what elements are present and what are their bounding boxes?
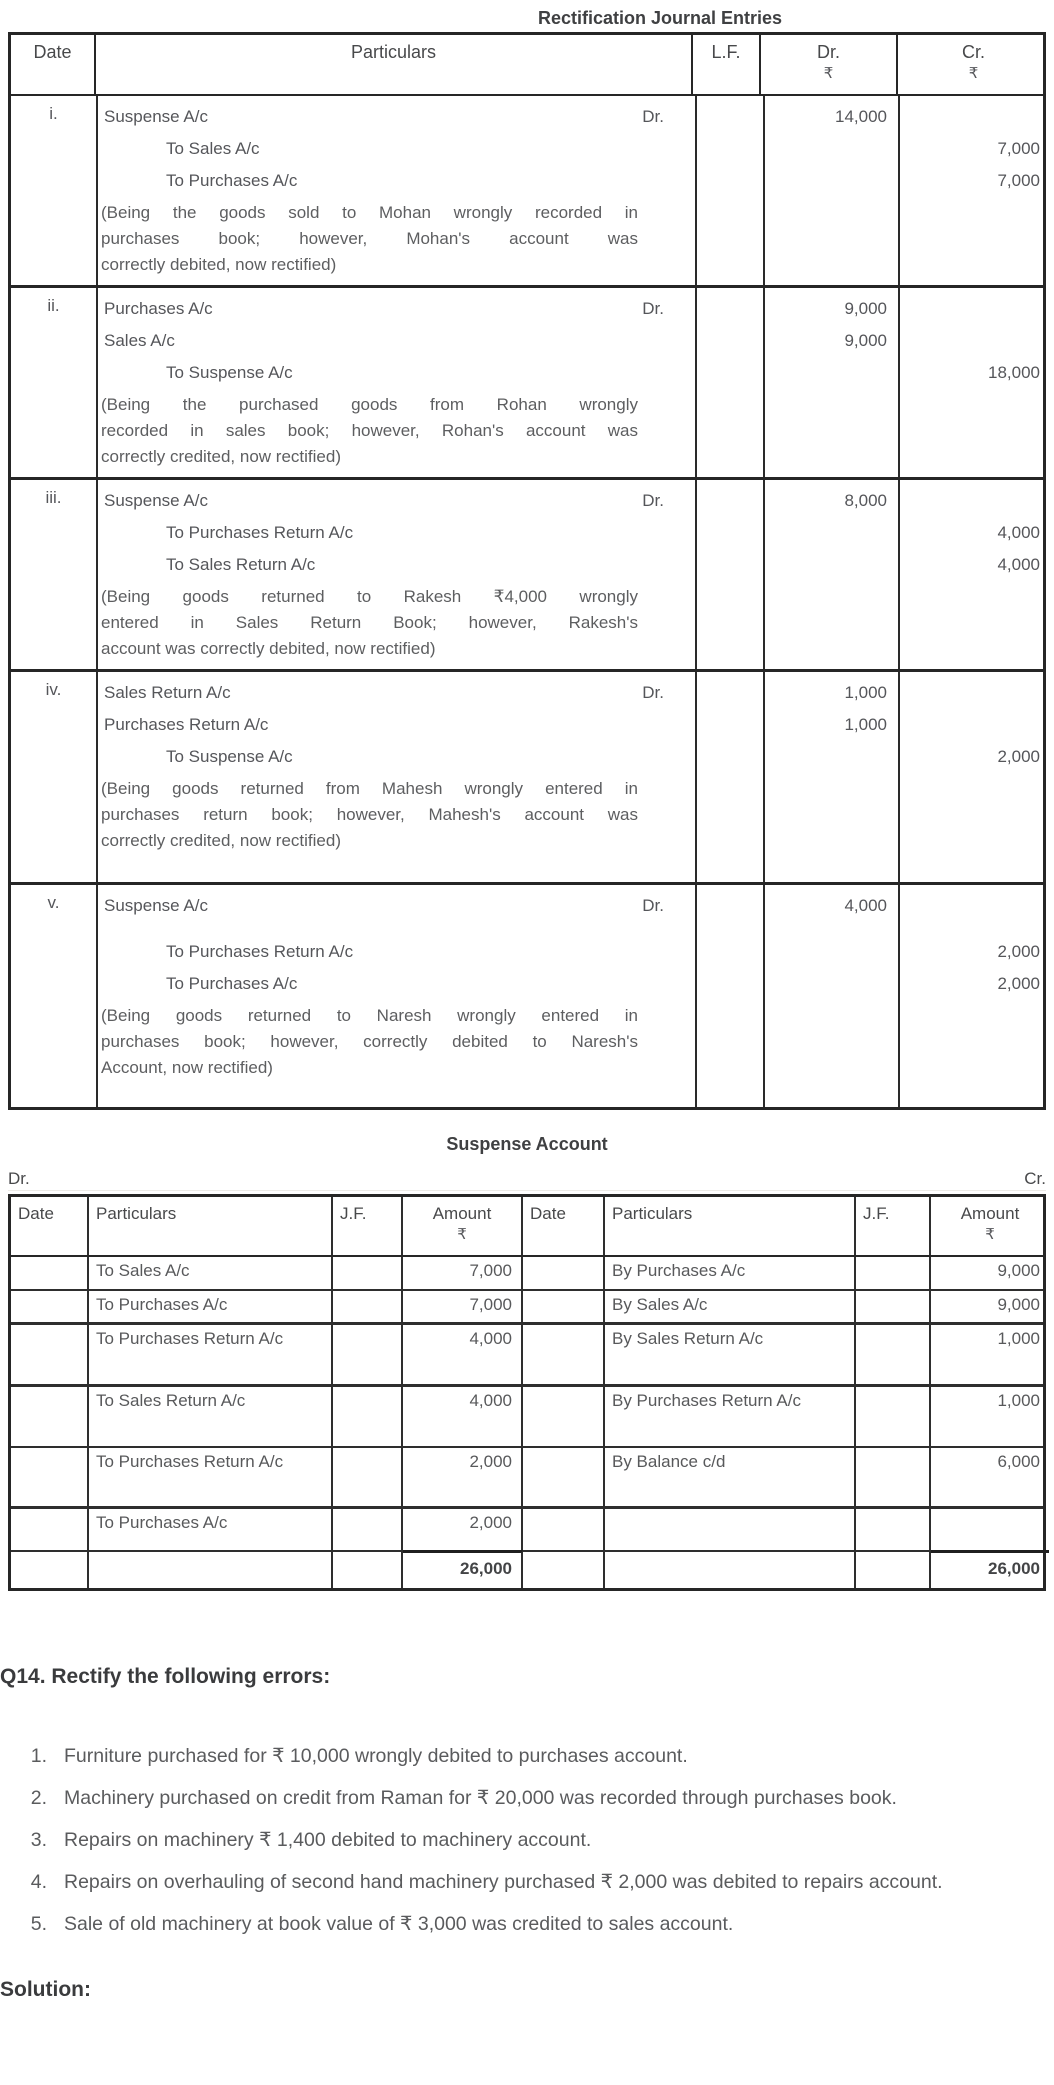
- suspense-total-right: 26,000: [931, 1550, 1049, 1588]
- amount-cell: 2,000: [403, 1448, 523, 1506]
- amount-cell: 4,000: [403, 1387, 523, 1446]
- journal-table: [8, 32, 1046, 1110]
- journal-entry-row: [11, 885, 1043, 1107]
- amount-cell: 7,000: [403, 1291, 523, 1322]
- narration-line: correctly credited, now rectified): [101, 447, 341, 466]
- question-list-item: [0, 1738, 1054, 1775]
- cr-amount: 2,000: [997, 942, 1040, 961]
- narration-line: purchases return book; however, Mahesh's account was: [101, 805, 638, 824]
- question-item-text: Sale of old machinery at book value of ₹ 3,000 was credited to sales account.: [64, 1913, 734, 1935]
- account-name: To Sales Return A/c: [166, 555, 316, 574]
- particulars-cell: To Purchases A/c: [89, 1291, 333, 1322]
- jf-cell: [856, 1325, 931, 1384]
- journal-entry-row: [11, 96, 1043, 288]
- suspense-col-amount-left: Amount ₹: [403, 1197, 523, 1255]
- cr-amount: 2,000: [997, 747, 1040, 766]
- particulars-cell: To Purchases Return A/c: [89, 1325, 333, 1384]
- amount-cell: 9,000: [997, 1295, 1040, 1314]
- suspense-col-particulars-left: Particulars: [89, 1197, 333, 1255]
- date-cell: [11, 1291, 89, 1322]
- suspense-col-particulars-right: Particulars: [605, 1197, 856, 1255]
- account-name: To Purchases A/c: [166, 171, 298, 190]
- rupee-symbol: ₹: [823, 65, 834, 82]
- narration: [101, 392, 638, 470]
- dr-amount: 14,000: [835, 107, 887, 126]
- question-item-number: 1.: [30, 1745, 47, 1767]
- date-cell: [11, 1509, 89, 1550]
- solution-label: Solution:: [0, 1978, 91, 2001]
- narration-line: (Being goods returned to Naresh wrongly entered in: [101, 1006, 638, 1025]
- amount-cell: 2,000: [403, 1509, 523, 1550]
- narration-line: (Being the purchased goods from Rohan wrongly: [101, 395, 638, 414]
- rupee-symbol: ₹: [968, 65, 979, 82]
- journal-col-date: Date: [11, 35, 96, 94]
- suspense-row: [11, 1291, 1043, 1325]
- question-list-item: [0, 1906, 1054, 1943]
- dr-amount: 1,000: [844, 683, 887, 702]
- suspense-drcr-labels: [8, 1169, 1046, 1191]
- narration-line: (Being goods returned to Rakesh ₹4,000 wrongly: [101, 587, 638, 606]
- particulars-cell: By Sales Return A/c: [605, 1325, 856, 1384]
- journal-entry-line: [11, 890, 1043, 922]
- narration-line: entered in Sales Return Book; however, Rakesh's: [101, 613, 638, 632]
- journal-entry-date: ii.: [47, 296, 60, 315]
- date-cell: [11, 1325, 89, 1384]
- particulars-cell: By Purchases A/c: [605, 1257, 856, 1289]
- journal-entry-line: [11, 293, 1043, 325]
- suspense-col-date-left: Date: [11, 1197, 89, 1255]
- dr-amount: 9,000: [844, 331, 887, 350]
- rupee-symbol: ₹: [457, 1226, 467, 1243]
- suspense-row: [11, 1448, 1043, 1509]
- journal-entry-date: iii.: [45, 488, 62, 507]
- account-name: Sales A/c: [104, 331, 175, 350]
- question-item-number: 4.: [30, 1871, 47, 1893]
- date-cell: [523, 1257, 605, 1289]
- account-name: Suspense A/c: [104, 491, 208, 510]
- date-cell: [11, 1448, 89, 1506]
- journal-entry-line: [11, 709, 1043, 741]
- question-item-number: 3.: [30, 1829, 47, 1851]
- suspense-table-header: [11, 1197, 1043, 1257]
- dr-amount: 8,000: [844, 491, 887, 510]
- account-name: Purchases A/c: [104, 299, 213, 318]
- journal-table-title: Rectification Journal Entries: [537, 8, 783, 28]
- account-name: Suspense A/c: [104, 107, 208, 126]
- journal-entry-line: [11, 325, 1043, 357]
- amount-cell: 1,000: [997, 1329, 1040, 1348]
- journal-entry-lines: [11, 101, 1043, 278]
- journal-entry-date: iv.: [45, 680, 62, 699]
- question-list-item: [0, 1780, 1054, 1817]
- journal-entry-line: [11, 677, 1043, 709]
- jf-cell: [333, 1509, 403, 1550]
- date-cell: [523, 1325, 605, 1384]
- journal-entry-date: i.: [49, 104, 58, 123]
- dr-amount: 1,000: [844, 715, 887, 734]
- account-name: Sales Return A/c: [104, 683, 231, 702]
- cr-amount: 4,000: [997, 523, 1040, 542]
- particulars-cell: To Sales Return A/c: [89, 1387, 333, 1446]
- suspense-col-amount-right: Amount ₹: [931, 1197, 1049, 1255]
- cr-amount: 4,000: [997, 555, 1040, 574]
- journal-entry-line: [11, 101, 1043, 133]
- dr-amount: 4,000: [844, 896, 887, 915]
- particulars-cell: To Purchases Return A/c: [89, 1448, 333, 1506]
- jf-cell: [856, 1387, 931, 1446]
- narration: [101, 1003, 638, 1081]
- suspense-table-title: Suspense Account: [446, 1134, 608, 1154]
- narration-line: purchases book; however, Mohan's account was: [101, 229, 638, 248]
- jf-cell: [333, 1387, 403, 1446]
- suspense-dr-label: Dr.: [8, 1169, 30, 1188]
- account-name: To Purchases Return A/c: [166, 942, 354, 961]
- jf-cell: [333, 1257, 403, 1289]
- suspense-row: [11, 1257, 1043, 1291]
- dr-label: Dr.: [642, 491, 664, 510]
- narration-line: recorded in sales book; however, Rohan's account was: [101, 421, 638, 440]
- narration-line: purchases book; however, correctly debited to Naresh's: [101, 1032, 638, 1051]
- suspense-col-jf-right: J.F.: [856, 1197, 931, 1255]
- jf-cell: [333, 1448, 403, 1506]
- question-list-item: [0, 1864, 1054, 1901]
- journal-col-cr: Cr. ₹: [898, 35, 1049, 94]
- question-item-text: Furniture purchased for ₹ 10,000 wrongly debited to purchases account.: [64, 1745, 688, 1767]
- journal-entry-line: [11, 485, 1043, 517]
- narration-line: account was correctly debited, now rectified): [101, 639, 436, 658]
- date-cell: [523, 1509, 605, 1550]
- account-name: To Suspense A/c: [166, 747, 293, 766]
- question-item-text: Repairs on machinery ₹ 1,400 debited to machinery account.: [64, 1829, 592, 1851]
- jf-cell: [856, 1448, 931, 1506]
- journal-entry-lines: [11, 485, 1043, 662]
- narration: [101, 776, 638, 854]
- question-item-number: 5.: [30, 1913, 47, 1935]
- particulars-cell: By Balance c/d: [605, 1448, 856, 1506]
- journal-col-dr: Dr. ₹: [761, 35, 898, 94]
- account-name: To Purchases A/c: [166, 974, 298, 993]
- journal-entry-line: [11, 165, 1043, 197]
- journal-entry-line: [11, 936, 1043, 968]
- journal-entry-date: v.: [47, 893, 60, 912]
- suspense-row: [11, 1509, 1043, 1550]
- date-cell: [523, 1448, 605, 1506]
- journal-col-particulars: Particulars: [96, 35, 693, 94]
- journal-entry-lines: [11, 677, 1043, 854]
- journal-entry-lines: [11, 293, 1043, 470]
- date-cell: [523, 1387, 605, 1446]
- journal-entry-line: [11, 357, 1043, 389]
- narration: [101, 200, 638, 278]
- jf-cell: [856, 1509, 931, 1550]
- journal-col-lf: L.F.: [693, 35, 761, 94]
- particulars-cell: By Sales A/c: [605, 1291, 856, 1322]
- account-name: To Purchases Return A/c: [166, 523, 354, 542]
- question-item-text: Repairs on overhauling of second hand machinery purchased ₹ 2,000 was debited to repairs account.: [64, 1871, 943, 1893]
- narration: [101, 584, 638, 662]
- jf-cell: [333, 1325, 403, 1384]
- amount-cell: 4,000: [403, 1325, 523, 1384]
- journal-entry-line: [11, 517, 1043, 549]
- cr-amount: 2,000: [997, 974, 1040, 993]
- journal-entry-row: [11, 672, 1043, 885]
- particulars-cell: To Sales A/c: [89, 1257, 333, 1289]
- cr-amount: 7,000: [997, 139, 1040, 158]
- journal-entry-lines: [11, 890, 1043, 1081]
- amount-cell: 9,000: [997, 1261, 1040, 1280]
- particulars-cell: To Purchases A/c: [89, 1509, 333, 1550]
- journal-entry-line: [11, 133, 1043, 165]
- journal-entry-row: [11, 480, 1043, 672]
- particulars-cell: [605, 1509, 856, 1550]
- suspense-total-left: 26,000: [403, 1550, 523, 1588]
- journal-entry-line: [11, 741, 1043, 773]
- particulars-cell: By Purchases Return A/c: [605, 1387, 856, 1446]
- document-page: [0, 8, 1054, 2010]
- suspense-col-date-right: Date: [523, 1197, 605, 1255]
- journal-entry-row: [11, 288, 1043, 480]
- journal-table-body: [11, 96, 1043, 1107]
- dr-label: Dr.: [642, 299, 664, 318]
- narration-line: (Being the goods sold to Mohan wrongly recorded in: [101, 203, 638, 222]
- dr-amount: 9,000: [844, 299, 887, 318]
- dr-label: Dr.: [642, 107, 664, 126]
- question-list: [0, 1738, 1054, 1943]
- question-item-number: 2.: [30, 1787, 47, 1809]
- question-heading: Q14. Rectify the following errors:: [0, 1665, 331, 1688]
- dr-label: Dr.: [642, 896, 664, 915]
- amount-cell: 1,000: [997, 1391, 1040, 1410]
- jf-cell: [333, 1291, 403, 1322]
- suspense-table: [8, 1194, 1046, 1591]
- amount-cell: 6,000: [997, 1452, 1040, 1471]
- jf-cell: [856, 1291, 931, 1322]
- account-name: To Sales A/c: [166, 139, 260, 158]
- account-name: To Suspense A/c: [166, 363, 293, 382]
- narration-line: correctly debited, now rectified): [101, 255, 337, 274]
- narration-line: Account, now rectified): [101, 1058, 273, 1077]
- suspense-total-row: [11, 1550, 1043, 1588]
- rupee-symbol: ₹: [985, 1226, 995, 1243]
- date-cell: [11, 1387, 89, 1446]
- narration-line: (Being goods returned from Mahesh wrongly entered in: [101, 779, 638, 798]
- suspense-col-jf-left: J.F.: [333, 1197, 403, 1255]
- account-name: Purchases Return A/c: [104, 715, 269, 734]
- date-cell: [523, 1291, 605, 1322]
- journal-entry-line: [11, 968, 1043, 1000]
- narration-line: correctly credited, now rectified): [101, 831, 341, 850]
- journal-table-header: [11, 35, 1043, 96]
- journal-entry-line: [11, 549, 1043, 581]
- dr-label: Dr.: [642, 683, 664, 702]
- jf-cell: [856, 1257, 931, 1289]
- suspense-table-body: [11, 1257, 1043, 1550]
- amount-cell: [931, 1509, 1049, 1550]
- account-name: Suspense A/c: [104, 896, 208, 915]
- amount-cell: 7,000: [403, 1257, 523, 1289]
- date-cell: [11, 1257, 89, 1289]
- suspense-row: [11, 1325, 1043, 1387]
- suspense-cr-label: Cr.: [1024, 1169, 1046, 1188]
- question-item-text: Machinery purchased on credit from Raman for ₹ 20,000 was recorded through purchases book.: [64, 1787, 897, 1809]
- cr-amount: 18,000: [988, 363, 1040, 382]
- suspense-row: [11, 1387, 1043, 1448]
- cr-amount: 7,000: [997, 171, 1040, 190]
- question-list-item: [0, 1822, 1054, 1859]
